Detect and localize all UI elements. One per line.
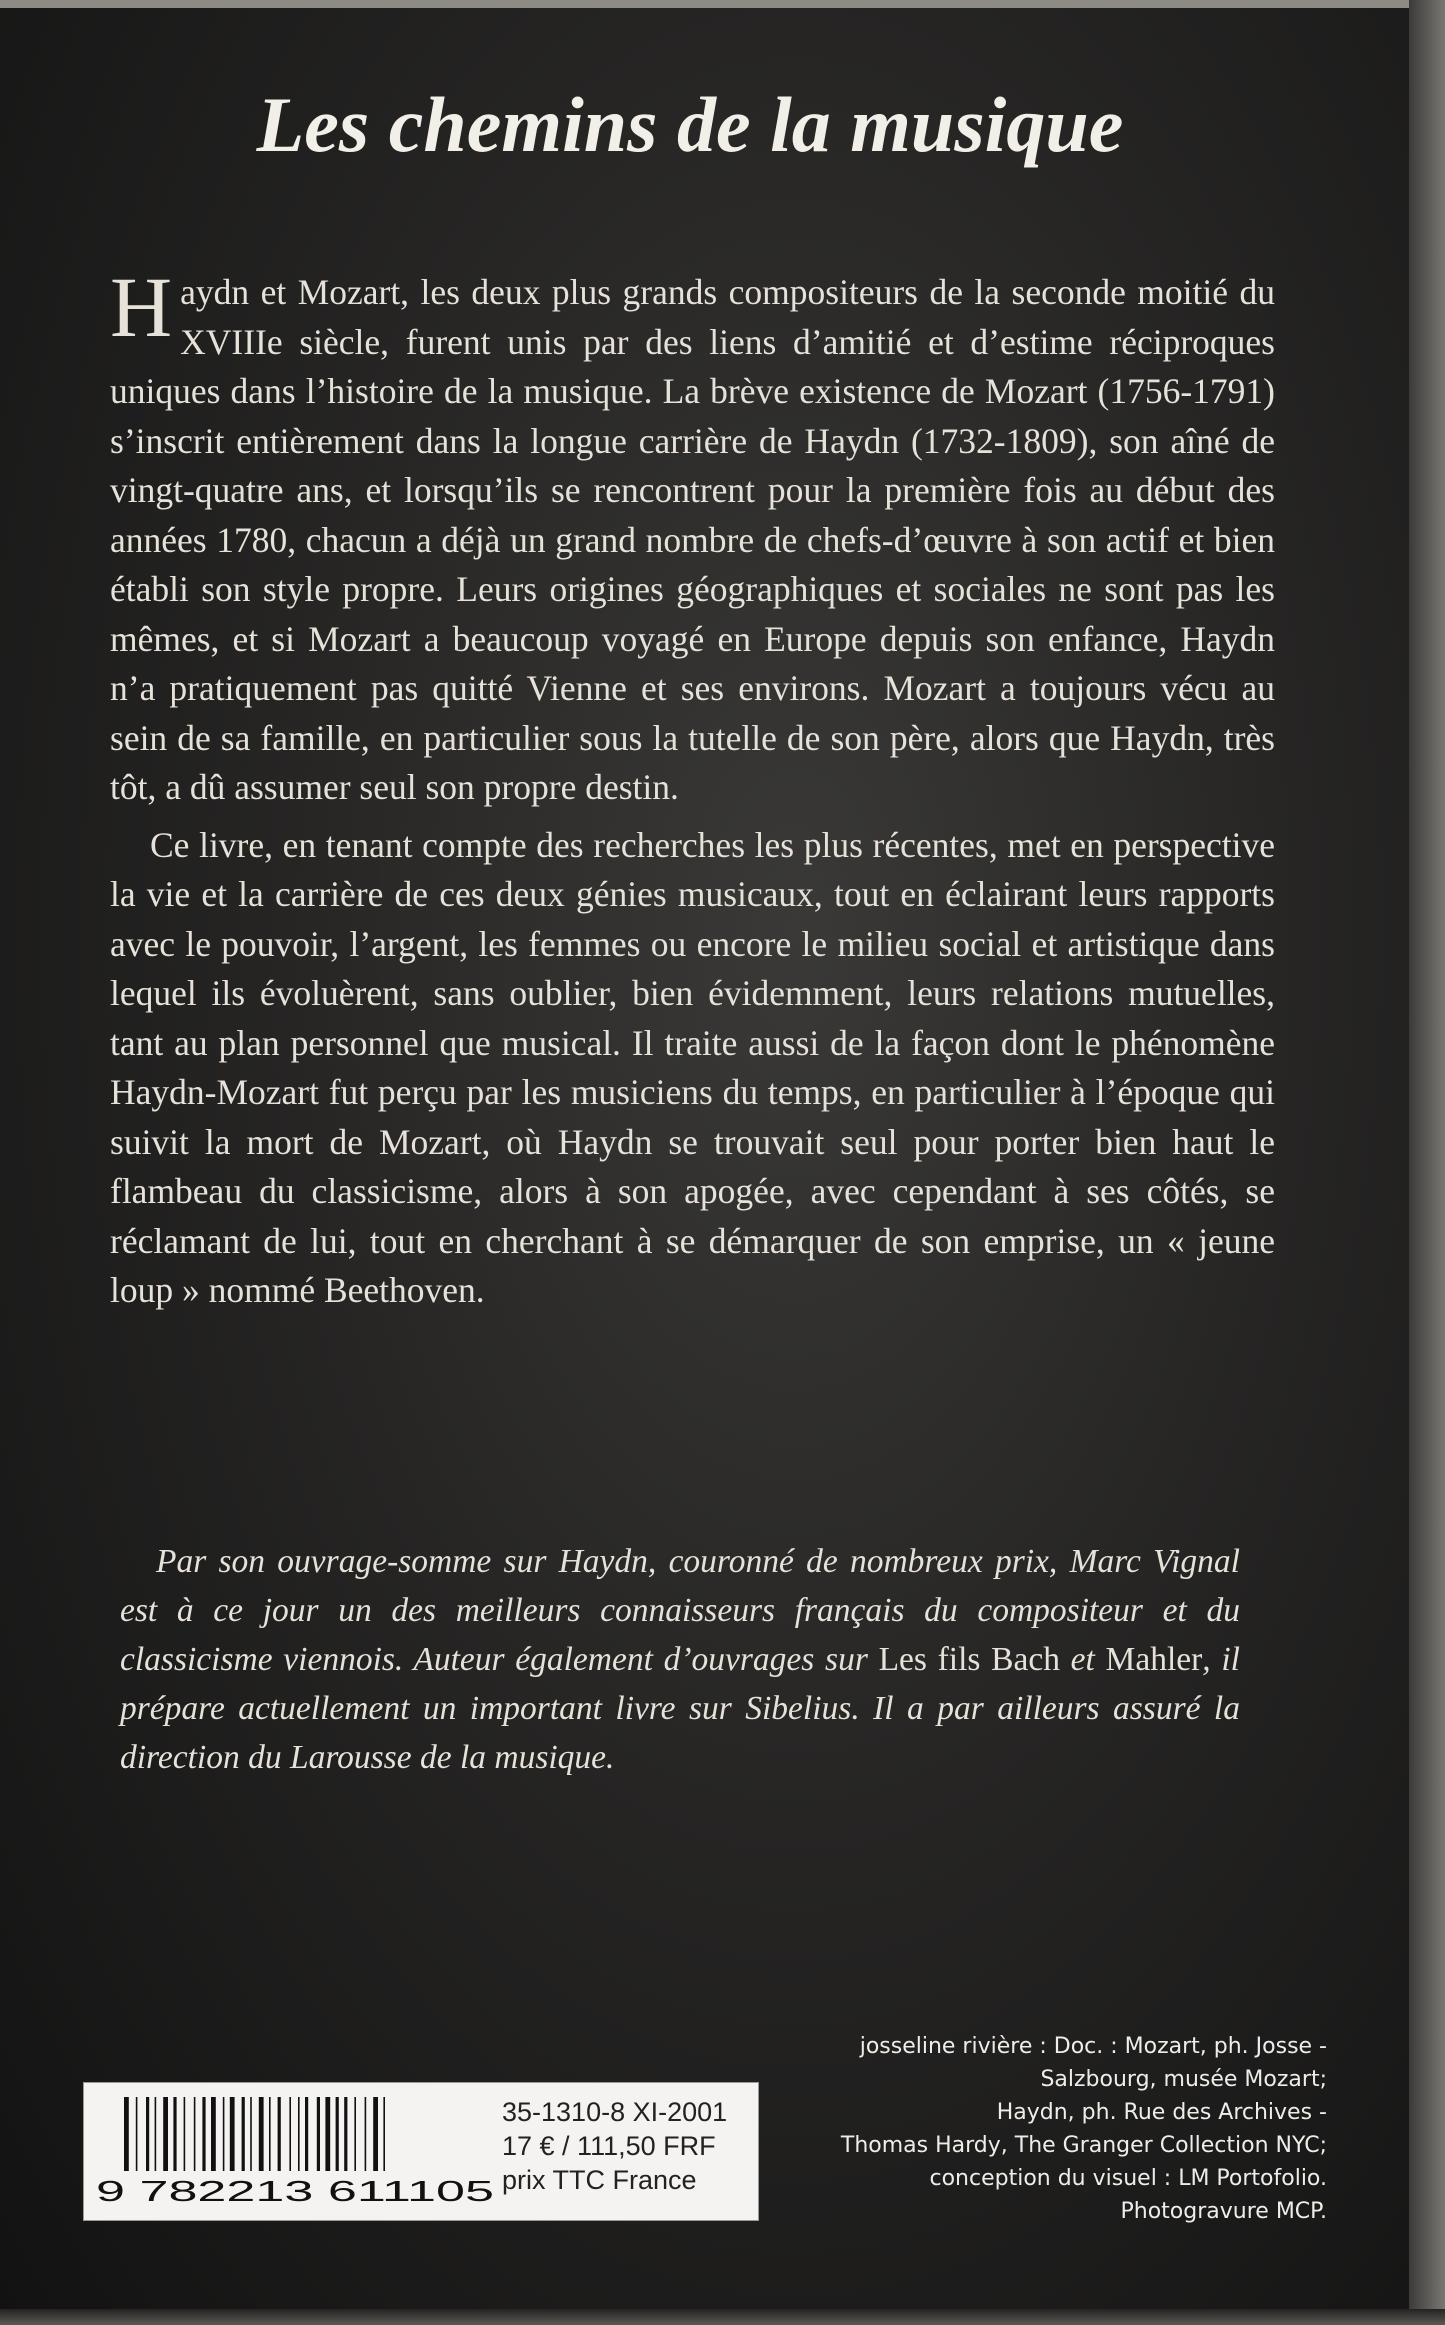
series-title: Les chemins de la musique [256, 81, 1124, 168]
barcode-bar [250, 2097, 252, 2171]
credit-line: Photogravure MCP. [1120, 2199, 1327, 2224]
barcode-bar [289, 2097, 291, 2171]
barcode-bar [269, 2097, 271, 2171]
barcode-bar [383, 2097, 385, 2171]
barcode-bar [230, 2097, 235, 2171]
credit-line: Thomas Hardy, The Granger Collection NYC; [840, 2133, 1327, 2158]
barcode-bar [305, 2097, 308, 2171]
cover-top-edge [0, 0, 1445, 8]
barcode-bar [173, 2097, 176, 2171]
cover-bottom-edge [0, 2309, 1445, 2325]
bio-text-3: , il prépare actuellement un important livre sur Sibelius. Il a par ailleurs assuré la direction du Larousse de la musique. [120, 1641, 1240, 1776]
credit-line: Salzbourg, musée Mozart; [1040, 2067, 1327, 2092]
price-amount: 17 € / 111,50 FRF [502, 2131, 716, 2161]
barcode-bar [365, 2097, 367, 2171]
barcode-digits: 9 782213 611105 [96, 2176, 494, 2205]
price-info [502, 2095, 752, 2197]
barcode-bar [373, 2097, 378, 2171]
bio-text-1: Par son ouvrage-somme sur Haydn, couronné de nombreux prix, Marc Vignal est à ce jour un des meilleurs connaisseurs français du compositeur et du classicisme viennois. Auteur également d’ouvrages sur [120, 1543, 1240, 1678]
author-bio [120, 1537, 1240, 1782]
blurb-paragraph-2: Ce livre, en tenant compte des recherches les plus récentes, met en perspective la vie et la carrière de ces deux génies musicaux, tout en éclairant leurs rapports avec le pouvoir, l’argent, les femmes ou encore le milieu social et artistique dans lequel ils évoluèrent, sans oublier, bien évidemment, leurs relations mutuelles, tant au plan personnel que musical. Il traite aussi de la façon dont le phénomène Haydn-Mozart fut perçu par les musiciens du temps, en particulier à l’époque qui suivit la mort de Mozart, où Haydn se trouvait seul pour porter bien haut le flambeau du classicisme, alors à son apogée, avec cependant à ses côtés, se réclamant de lui, tout en cherchant à se démarquer de son emprise, un « jeune loup » nommé Beethoven. [110, 824, 1275, 1310]
credit-line: josseline rivière : Doc. : Mozart, ph. Josse - [859, 2034, 1327, 2059]
barcode-bar [317, 2097, 320, 2171]
credit-line: Haydn, ph. Rue des Archives - [996, 2100, 1327, 2125]
barcode [94, 2093, 494, 2205]
barcode-bar [146, 2097, 149, 2171]
cover-right-edge [1409, 0, 1445, 2325]
price-note: prix TTC France [502, 2165, 697, 2195]
barcode-bar [242, 2097, 245, 2171]
barcode-bar [259, 2097, 264, 2171]
barcode-bar [211, 2097, 216, 2171]
barcode-bar [344, 2097, 347, 2171]
barcode-bar [298, 2097, 300, 2171]
credit-line: conception du visuel : LM Portofolio. [929, 2166, 1327, 2191]
blurb [110, 259, 1275, 1316]
bio-text-2: et [1059, 1641, 1106, 1678]
bio-book-title-1: Les fils Bach [878, 1641, 1060, 1678]
barcode-bar [202, 2097, 205, 2171]
reference-code: 35-1310-8 XI-2001 [502, 2097, 728, 2127]
barcode-bar [336, 2097, 339, 2171]
barcode-label [83, 2082, 759, 2221]
bio-book-title-2: Mahler [1105, 1641, 1203, 1678]
barcode-bar [223, 2097, 225, 2171]
barcode-bar [278, 2097, 281, 2171]
photo-credits [727, 2030, 1327, 2228]
barcode-bar [163, 2097, 168, 2171]
barcode-bar [354, 2097, 356, 2171]
barcode-bar [194, 2097, 196, 2171]
blurb-paragraph-1: Haydn et Mozart, les deux plus grands compositeurs de la seconde moitié du XVIIIe siècle, furent unis par des liens d’amitié et d’estime réciproques uniques dans l’histoire de la musique. La brève existence de Mozart (1756-1791) s’inscrit entièrement dans la longue carrière de Haydn (1732-1809), son aîné de vingt-quatre ans, et lorsqu’ils se rencontrent pour la première fois au début des années 1780, chacun a déjà un grand nombre de chefs-d’œuvre à son actif et bien établi son style propre. Leurs origines géographiques et sociales ne sont pas les mêmes, et si Mozart a beaucoup voyagé en Europe depuis son enfance, Haydn n’a pratiquement pas quitté Vienne et ses environs. Mozart a toujours vécu au sein de sa famille, en particulier sous la tutelle de son père, alors que Haydn, très tôt, a dû assumer seul son propre destin. [110, 259, 1275, 807]
barcode-bar [155, 2097, 157, 2171]
barcode-bar [184, 2097, 186, 2171]
barcode-bar [136, 2097, 138, 2171]
barcode-bar [325, 2097, 330, 2171]
barcode-bar [124, 2097, 129, 2171]
